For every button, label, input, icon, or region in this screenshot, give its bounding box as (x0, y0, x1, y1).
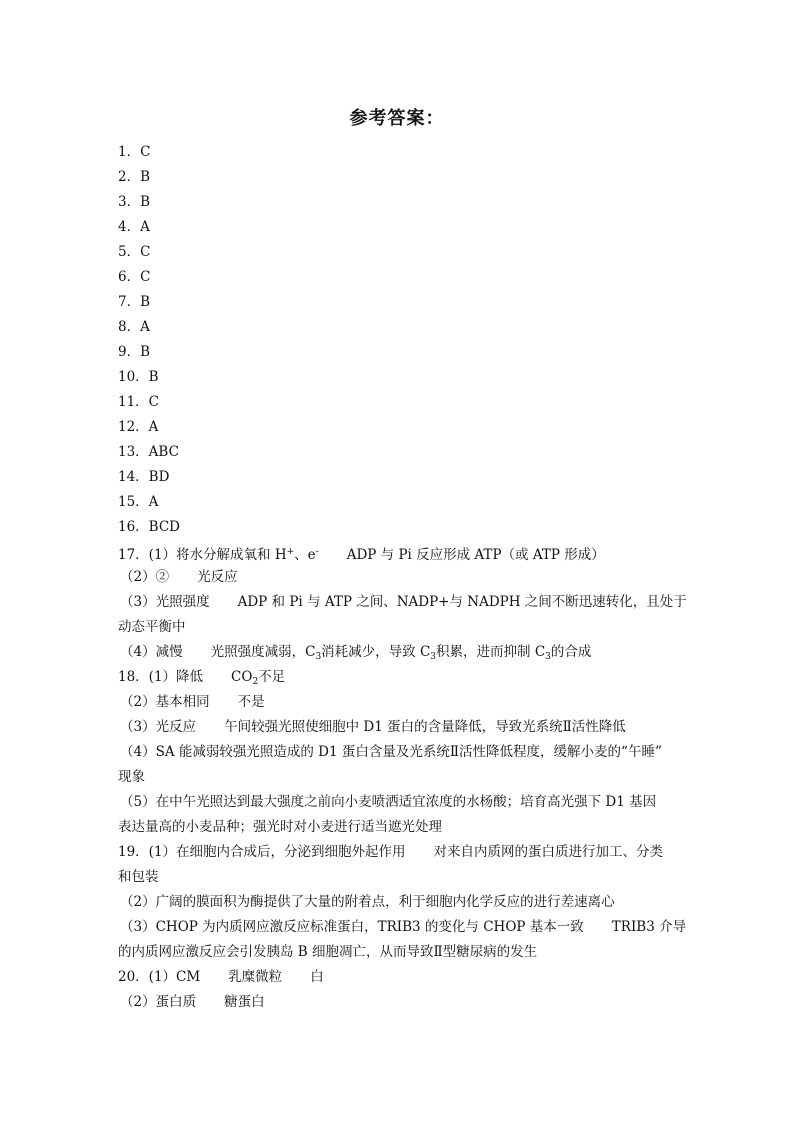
answer-1: 1．C (118, 144, 151, 160)
answer-18-part-1: 18．(1）降低 $CO_2$不足 (118, 669, 286, 687)
answer-19-part-1-cont: 和包装 (118, 869, 159, 885)
answer-14: 14．BD (118, 469, 170, 485)
answer-10: 10．B (118, 369, 159, 385)
answer-list (118, 140, 687, 1015)
answer-18-part-2: （2）基本相同 不是 (120, 694, 265, 710)
answer-17-part-3: （3）光照强度 ADP 和 Pi 与 ATP 之间、NADP+与 NADPH 之间不断迅速转化，且处于 (120, 594, 687, 610)
answer-19-part-3-cont: 的内质网应激反应会引发胰岛 B 细胞凋亡，从而导致Ⅱ型糖尿病的发生 (118, 944, 538, 960)
answer-18-part-5-cont: 表达量高的小麦品种；强光时对小麦进行适当遮光处理 (118, 819, 442, 835)
answer-11: 11．C (118, 394, 160, 410)
answer-17-part-2: （2）② 光反应 (120, 569, 238, 585)
answer-18-part-5: （5）在中午光照达到最大强度之前向小麦喷洒适宜浓度的水杨酸；培育高光强下 D1 基因 (120, 794, 657, 810)
answer-13: 13．ABC (118, 444, 179, 460)
page-title: 参考答案： (349, 108, 445, 129)
answer-15: 15．A (118, 494, 159, 510)
answer-12: 12．A (118, 419, 159, 435)
answer-16: 16．BCD (118, 519, 181, 535)
answer-8: 8．A (118, 319, 150, 335)
answer-20-part-2: （2）蛋白质 糖蛋白 (120, 994, 265, 1010)
answer-20-part-1: 20．(1）CM 乳糜微粒 白 (118, 969, 324, 985)
answer-9: 9．B (118, 344, 151, 360)
answer-4: 4．A (118, 219, 150, 235)
answer-19-part-3: （3）CHOP 为内质网应激反应标准蛋白，TRIB3 的变化与 CHOP 基本一致 TRIB3 介导 (120, 919, 687, 935)
answer-19-part-1: 19．(1）在细胞内合成后，分泌到细胞外起作用 对来自内质网的蛋白质进行加工、分类 (118, 844, 664, 860)
answer-6: 6．C (118, 269, 151, 285)
answer-17-part-1: 17．(1）将水分解成氧和 H+、e- ADP 与 Pi 反应形成 ATP（或 ATP 形成） (118, 547, 605, 563)
answer-19-part-2: （2）广阔的膜面积为酶提供了大量的附着点，利于细胞内化学反应的进行差速离心 (120, 894, 615, 910)
answer-5: 5．C (118, 244, 151, 260)
answer-17-part-4: （4）减慢 光照强度减弱，$C_3$消耗减少，导致 $C_3$积累，进而抑制 $C_3$的合成 (120, 644, 592, 662)
answer-2: 2．B (118, 169, 151, 185)
answer-18-part-3: （3）光反应 午间较强光照使细胞中 D1 蛋白的含量降低，导致光系统Ⅱ活性降低 (120, 719, 626, 735)
answer-17-part-3-cont: 动态平衡中 (118, 619, 186, 635)
answer-3: 3．B (118, 194, 151, 210)
answer-18-part-4: （4）SA 能减弱较强光照造成的 D1 蛋白含量及光系统Ⅱ活性降低程度，缓解小麦的“午睡” (120, 744, 662, 760)
answer-18-part-4-cont: 现象 (118, 769, 145, 785)
answer-7: 7．B (118, 294, 151, 310)
